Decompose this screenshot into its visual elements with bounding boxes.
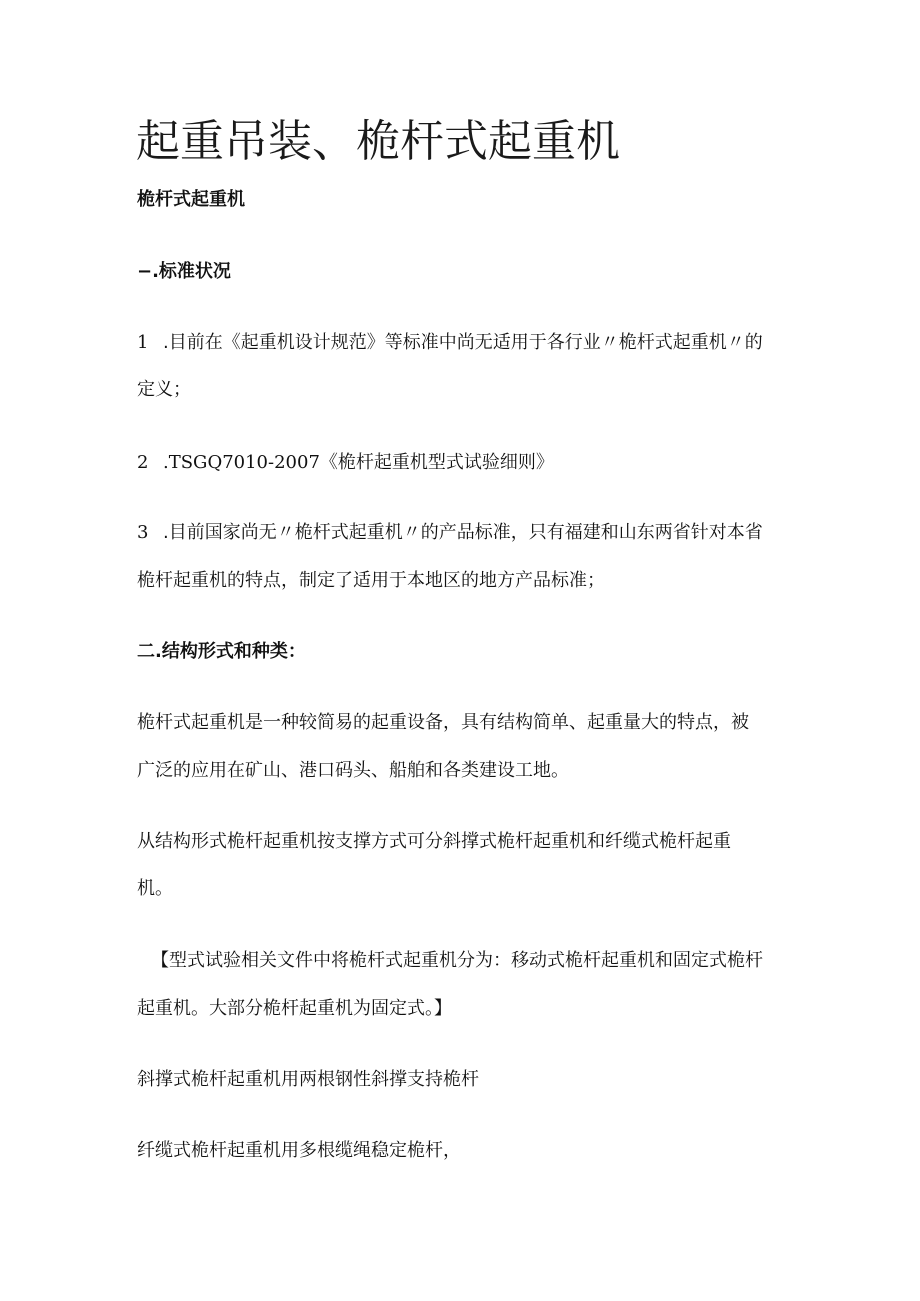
paragraph-1-line-1: 桅杆式起重机是一种较简易的起重设备，具有结构简单、起重量大的特点，被 [137, 712, 749, 733]
list-item-text: .目前国家尚无〃桅杆式起重机〃的产品标准，只有福建和山东两省针对本省 [163, 522, 763, 543]
list-item-2 [137, 451, 554, 475]
section-heading-standards: −.标准状况 [137, 261, 231, 282]
list-item-3-line-1 [137, 521, 763, 545]
list-number: 3 [137, 522, 149, 543]
list-item-text: .目前在《起重机设计规范》等标准中尚无适用于各行业〃桅杆式起重机〃的 [163, 332, 763, 353]
list-item-3-line-2: 桅杆起重机的特点，制定了适用于本地区的地方产品标准； [137, 570, 605, 591]
list-number: 2 [137, 452, 149, 473]
paragraph-2-line-1: 从结构形式桅杆起重机按支撑方式可分斜撑式桅杆起重机和纤缆式桅杆起重 [137, 831, 731, 852]
page-title: 起重吊装、桅杆式起重机 [136, 116, 620, 167]
paragraph-1-line-2: 广泛的应用在矿山、港口码头、船舶和各类建设工地。 [137, 760, 569, 781]
section-heading-structure: 二.结构形式和种类： [137, 641, 306, 662]
subtitle: 桅杆式起重机 [137, 189, 245, 210]
paragraph-3-line-1: 【型式试验相关文件中将桅杆式起重机分为：移动式桅杆起重机和固定式桅杆 [151, 950, 763, 971]
list-item-1-line-2: 定义； [137, 379, 191, 400]
list-number: 1 [137, 332, 149, 353]
paragraph-5: 纤缆式桅杆起重机用多根缆绳稳定桅杆， [137, 1140, 461, 1161]
list-item-text: .TSGQ7010-2007《桅杆起重机型式试验细则》 [163, 452, 554, 473]
paragraph-3-line-2: 起重机。大部分桅杆起重机为固定式。】 [137, 998, 452, 1019]
paragraph-4: 斜撑式桅杆起重机用两根钢性斜撑支持桅杆 [137, 1069, 479, 1090]
paragraph-2-line-2: 机。 [137, 878, 173, 899]
list-item-1-line-1 [137, 331, 763, 355]
